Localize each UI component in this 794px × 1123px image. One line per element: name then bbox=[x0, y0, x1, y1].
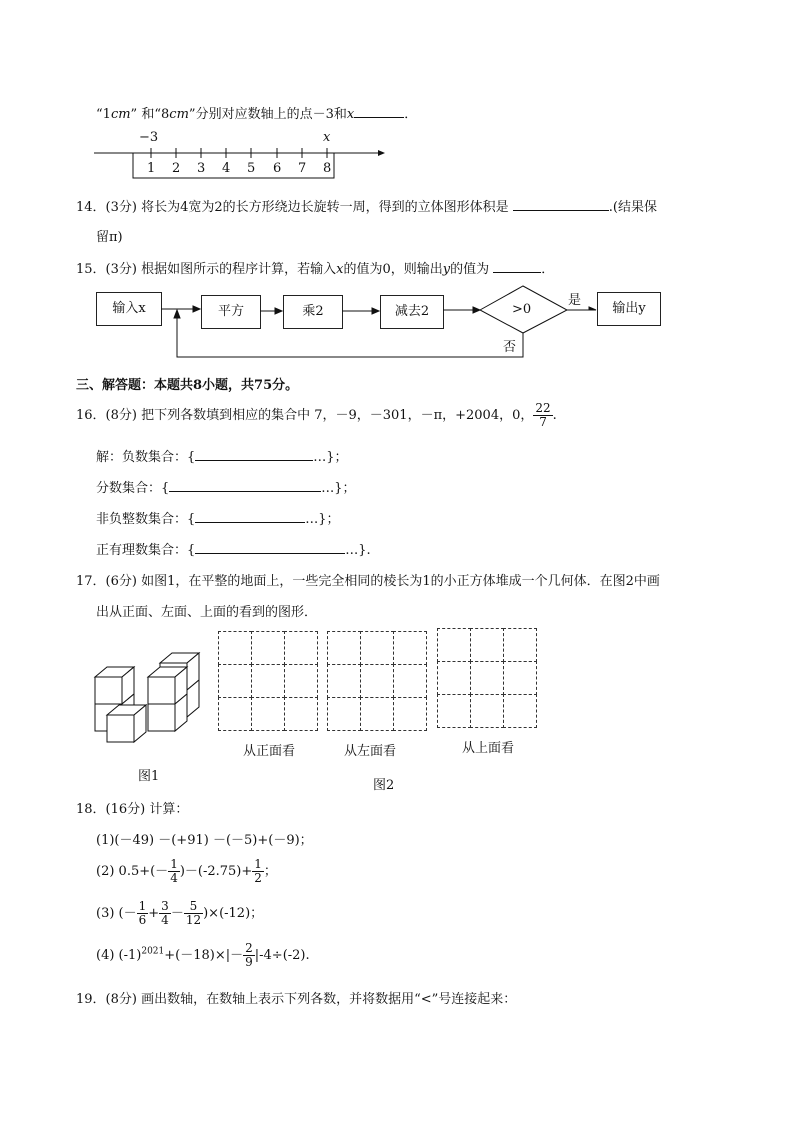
section-heading: 三、解答题：本题共8小题，共75分。 bbox=[76, 378, 299, 393]
q18-part4: (4) $(-1)^{2021}+(-18)\times|-$ $\frac{2}{9}$ |-4÷(-2). bbox=[96, 941, 310, 969]
ruler-tick-6: 6 bbox=[273, 161, 282, 176]
fig1-caption: 图1 bbox=[138, 769, 160, 784]
q19-text: 19．(8分) 画出数轴，在数轴上表示下列各数，并将数据用“<”号连接起来： bbox=[76, 992, 517, 1007]
ruler-tick-2: 2 bbox=[172, 161, 181, 176]
q18-part2: (2) 0.5+(－ $\frac{1}{4}$ )－(-2.75)+ $\frac{1}{2}$ ； bbox=[96, 857, 277, 885]
left-view-caption: 从左面看 bbox=[344, 744, 397, 759]
ruler-tick-5: 5 bbox=[247, 161, 256, 176]
q16-row-negative: 解：负数集合：{ …}； bbox=[96, 450, 348, 465]
q18-part1: (1)(－49) －(+91) －(－5)+(－9)； bbox=[96, 833, 313, 848]
q14-line1: 14．(3分) 将长为4宽为2的长方形绕边长旋转一周，得到的立体图形体积是 .(结果保 bbox=[76, 200, 657, 215]
q17-line2: 出从正面、左面、上面的看到的图形． bbox=[96, 605, 318, 620]
q16-row-nonneg-int: 非负整数集合：{ …}； bbox=[96, 512, 340, 527]
front-view-grid[interactable] bbox=[218, 631, 317, 730]
q17-line1: 17．(6分) 如图1，在平整的地面上，一些完全相同的棱长为1的小正方体堆成一个几何体．在图2中画 bbox=[76, 574, 660, 589]
flow-cond-text: >0 bbox=[512, 302, 532, 317]
ruler-tick-4: 4 bbox=[222, 161, 231, 176]
axis-label-x: x bbox=[323, 130, 331, 145]
q16-fraction: $\frac{22}{7}$ bbox=[535, 401, 551, 429]
top-view-grid[interactable] bbox=[437, 628, 536, 727]
flow-sub-box: 减去2 bbox=[380, 295, 444, 329]
fig2-caption: 图2 bbox=[373, 778, 395, 793]
flow-square-box: 平方 bbox=[201, 295, 261, 329]
flow-mul-box: 乘2 bbox=[283, 295, 343, 329]
q18-part3: (3) (－ $\frac{1}{6}$ + $\frac{3}{4}$ － $\frac{5}{12}$ )×(-12)； bbox=[96, 899, 264, 927]
axis-label-minus3: −3 bbox=[139, 130, 159, 145]
flow-no-label: 否 bbox=[503, 340, 517, 355]
q15-text: 15．(3分) 根据如图所示的程序计算，若输入x的值为0，则输出y的值为 ． bbox=[76, 262, 555, 277]
q16-row-fraction: 分数集合：{ …}； bbox=[96, 481, 356, 496]
q18-title: 18．(16分) 计算： bbox=[76, 802, 189, 817]
left-view-grid[interactable] bbox=[327, 631, 426, 730]
ruler-tick-8: 8 bbox=[323, 161, 332, 176]
front-view-caption: 从正面看 bbox=[243, 744, 296, 759]
top-view-caption: 从上面看 bbox=[462, 741, 515, 756]
ruler-tick-1: 1 bbox=[147, 161, 156, 176]
q13-text: “1cm” 和“8cm”分别对应数轴上的点－3和x ． bbox=[96, 107, 418, 122]
flow-yes-label: 是 bbox=[568, 293, 582, 308]
q16-text: 16．(8分) 把下列各数填到相应的集合中 7，－9，－301，－π，+2004，0， $\frac{22}{7}$ . bbox=[76, 401, 557, 429]
flow-input-box: 输入x bbox=[96, 292, 162, 326]
flow-output-box: 输出y bbox=[597, 292, 661, 326]
ruler-tick-3: 3 bbox=[197, 161, 206, 176]
q14-line2: 留π) bbox=[96, 230, 123, 245]
ruler-tick-7: 7 bbox=[298, 161, 307, 176]
q16-row-pos-rational: 正有理数集合：{ …}. bbox=[96, 543, 371, 558]
